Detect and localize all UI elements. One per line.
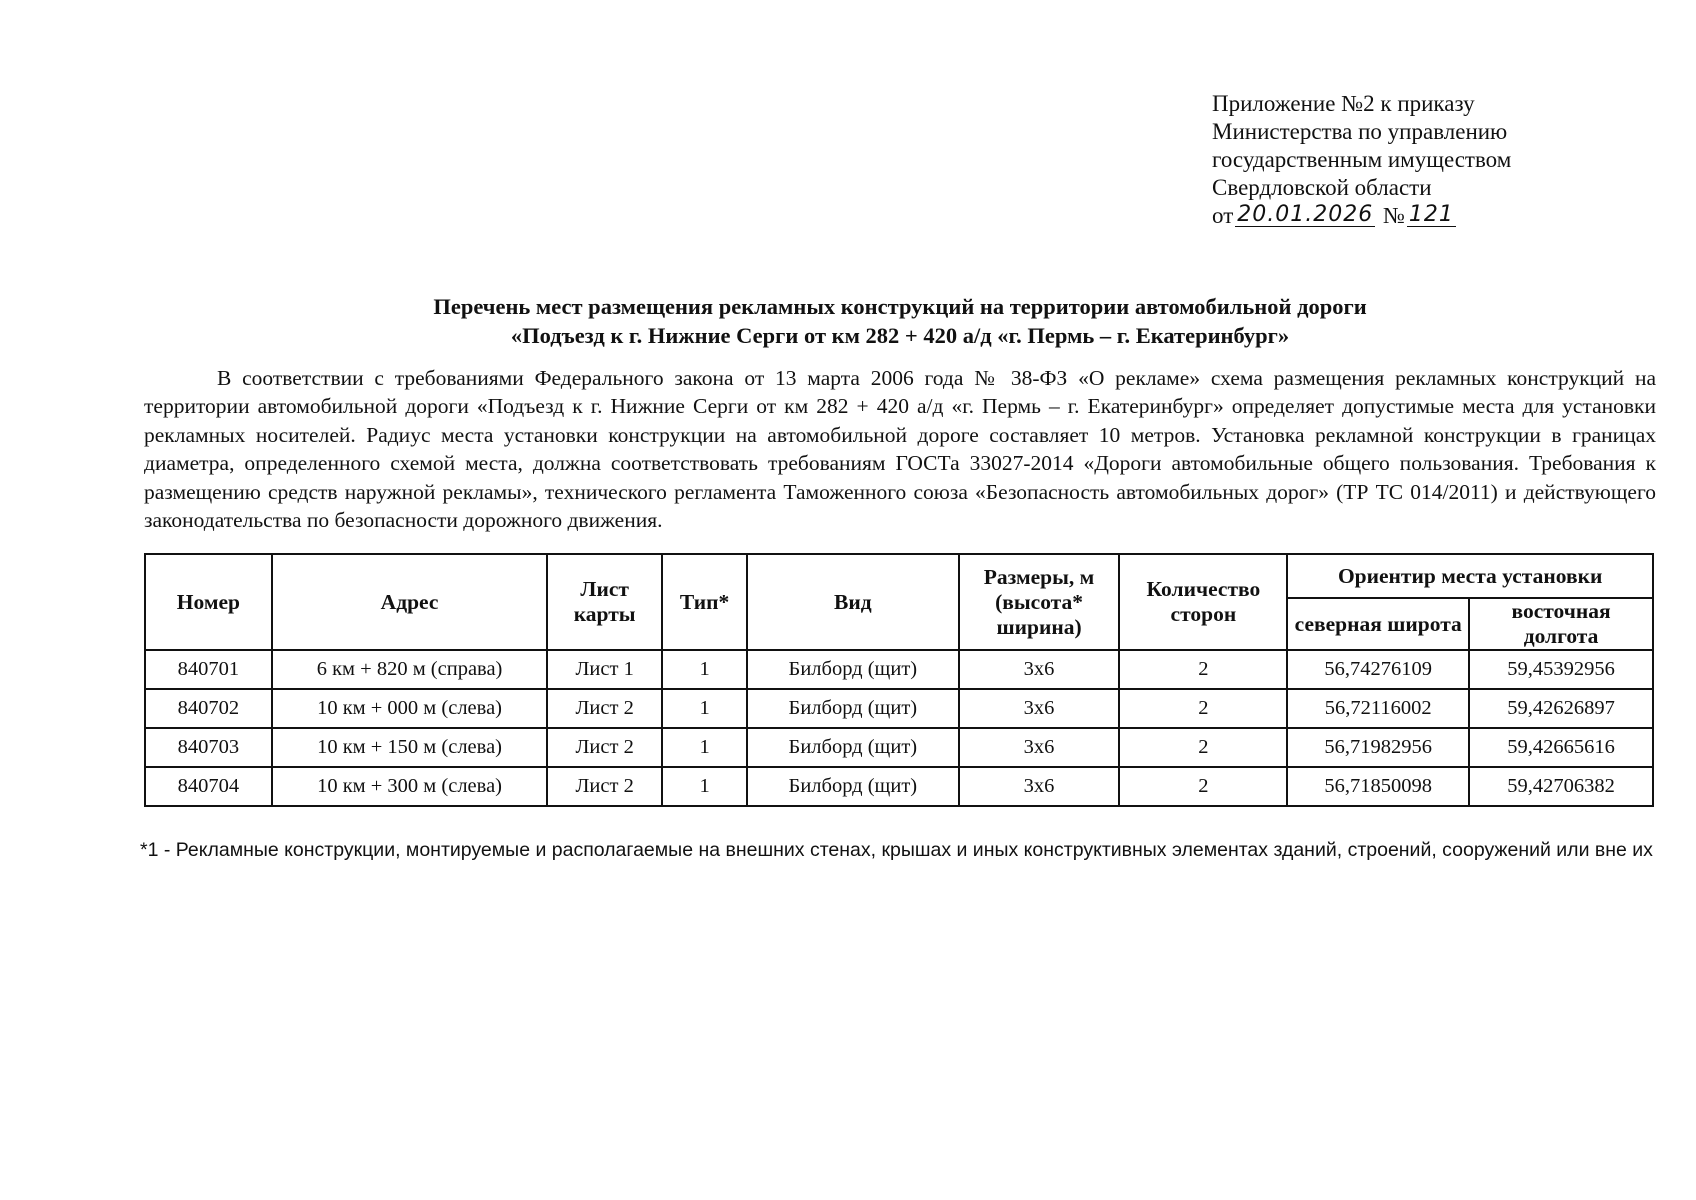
- cell-longitude: 59,42626897: [1469, 689, 1653, 728]
- cell-kind: Билборд (щит): [747, 650, 959, 689]
- header-size: Размеры, м (высота* ширина): [959, 554, 1120, 650]
- cell-type: 1: [662, 728, 747, 767]
- header-landmark: Ориентир места установки: [1287, 554, 1653, 598]
- cell-kind: Билборд (щит): [747, 767, 959, 806]
- cell-sheet: Лист 2: [547, 767, 662, 806]
- table-row: [145, 728, 1653, 767]
- appendix-line: Министерства по управлению: [1212, 119, 1508, 144]
- cell-longitude: 59,42665616: [1469, 728, 1653, 767]
- cell-type: 1: [662, 650, 747, 689]
- cell-size: 3х6: [959, 767, 1120, 806]
- handwritten-date: 20.01.2026: [1237, 202, 1374, 227]
- table-header-row: [145, 554, 1653, 598]
- cell-address: 10 км + 300 м (слева): [272, 767, 547, 806]
- header-number: Номер: [145, 554, 272, 650]
- appendix-line: Свердловской области: [1212, 175, 1432, 200]
- appendix-line: государственным имуществом: [1212, 147, 1512, 172]
- cell-size: 3х6: [959, 650, 1120, 689]
- cell-number: 840703: [145, 728, 272, 767]
- cell-sides: 2: [1119, 689, 1287, 728]
- header-latitude: северная широта: [1287, 598, 1469, 650]
- appendix-block: [1212, 90, 1632, 230]
- cell-address: 10 км + 000 м (слева): [272, 689, 547, 728]
- cell-kind: Билборд (щит): [747, 689, 959, 728]
- body-paragraph: В соответствии с требованиями Федерального закона от 13 марта 2006 года № 38-ФЗ «О рекламе» схема размещения рекламных конструкций на территории автомобильной дороги «Подъезд к г. Нижние Серги от км 282 + 420 а/д «г. Пермь – г. Екатеринбург» определяет допустимые места для установки рекламных носителей. Радиус места установки конструкции на автомобильной дороге составляет 10 метров. Установка рекламной конструкции в границах диаметра, определенного схемой места, должна соответствовать требованиям ГОСТа 33027-2014 «Дороги автомобильные общего пользования. Требования к размещению средств наружной рекламы», технического регламента Таможенного союза «Безопасность автомобильных дорог» (ТР ТС 014/2011) и действующего законодательства по безопасности дорожного движения.: [144, 366, 1656, 533]
- date-prefix: от: [1212, 203, 1234, 228]
- title-line-2: «Подъезд к г. Нижние Серги от км 282 + 420 а/д «г. Пермь – г. Екатеринбург»: [510, 323, 1290, 348]
- cell-latitude: 56,72116002: [1287, 689, 1469, 728]
- cell-number: 840704: [145, 767, 272, 806]
- cell-sides: 2: [1119, 650, 1287, 689]
- header-sides: Количество сторон: [1119, 554, 1287, 650]
- cell-number: 840702: [145, 689, 272, 728]
- header-longitude: восточная долгота: [1469, 598, 1653, 650]
- cell-address: 10 км + 150 м (слева): [272, 728, 547, 767]
- cell-sheet: Лист 2: [547, 689, 662, 728]
- cell-sides: 2: [1119, 728, 1287, 767]
- header-sheet: Лист карты: [547, 554, 662, 650]
- header-kind: Вид: [747, 554, 959, 650]
- footnote: *1 - Рекламные конструкции, монтируемые и располагаемые на внешних стенах, крышах и иных конструктивных элементах зданий, строений, сооружений или вне их: [140, 839, 1653, 861]
- document-title: [140, 292, 1660, 350]
- cell-kind: Билборд (щит): [747, 728, 959, 767]
- cell-latitude: 56,71982956: [1287, 728, 1469, 767]
- cell-type: 1: [662, 689, 747, 728]
- cell-size: 3х6: [959, 728, 1120, 767]
- cell-sheet: Лист 1: [547, 650, 662, 689]
- cell-sheet: Лист 2: [547, 728, 662, 767]
- cell-longitude: 59,42706382: [1469, 767, 1653, 806]
- handwritten-number: 121: [1408, 202, 1454, 227]
- cell-address: 6 км + 820 м (справа): [272, 650, 547, 689]
- number-prefix: №: [1382, 203, 1405, 228]
- cell-type: 1: [662, 767, 747, 806]
- cell-sides: 2: [1119, 767, 1287, 806]
- table-row: [145, 650, 1653, 689]
- cell-latitude: 56,71850098: [1287, 767, 1469, 806]
- body-text: [144, 364, 1656, 534]
- header-address: Адрес: [272, 554, 547, 650]
- cell-number: 840701: [145, 650, 272, 689]
- header-type: Тип*: [662, 554, 747, 650]
- appendix-date-line: [1212, 202, 1632, 230]
- cell-latitude: 56,74276109: [1287, 650, 1469, 689]
- placement-table: [144, 553, 1654, 807]
- table-row: [145, 689, 1653, 728]
- title-line-1: Перечень мест размещения рекламных конструкций на территории автомобильной дороги: [433, 294, 1367, 319]
- cell-longitude: 59,45392956: [1469, 650, 1653, 689]
- cell-size: 3х6: [959, 689, 1120, 728]
- table-row: [145, 767, 1653, 806]
- appendix-line: Приложение №2 к приказу: [1212, 91, 1475, 116]
